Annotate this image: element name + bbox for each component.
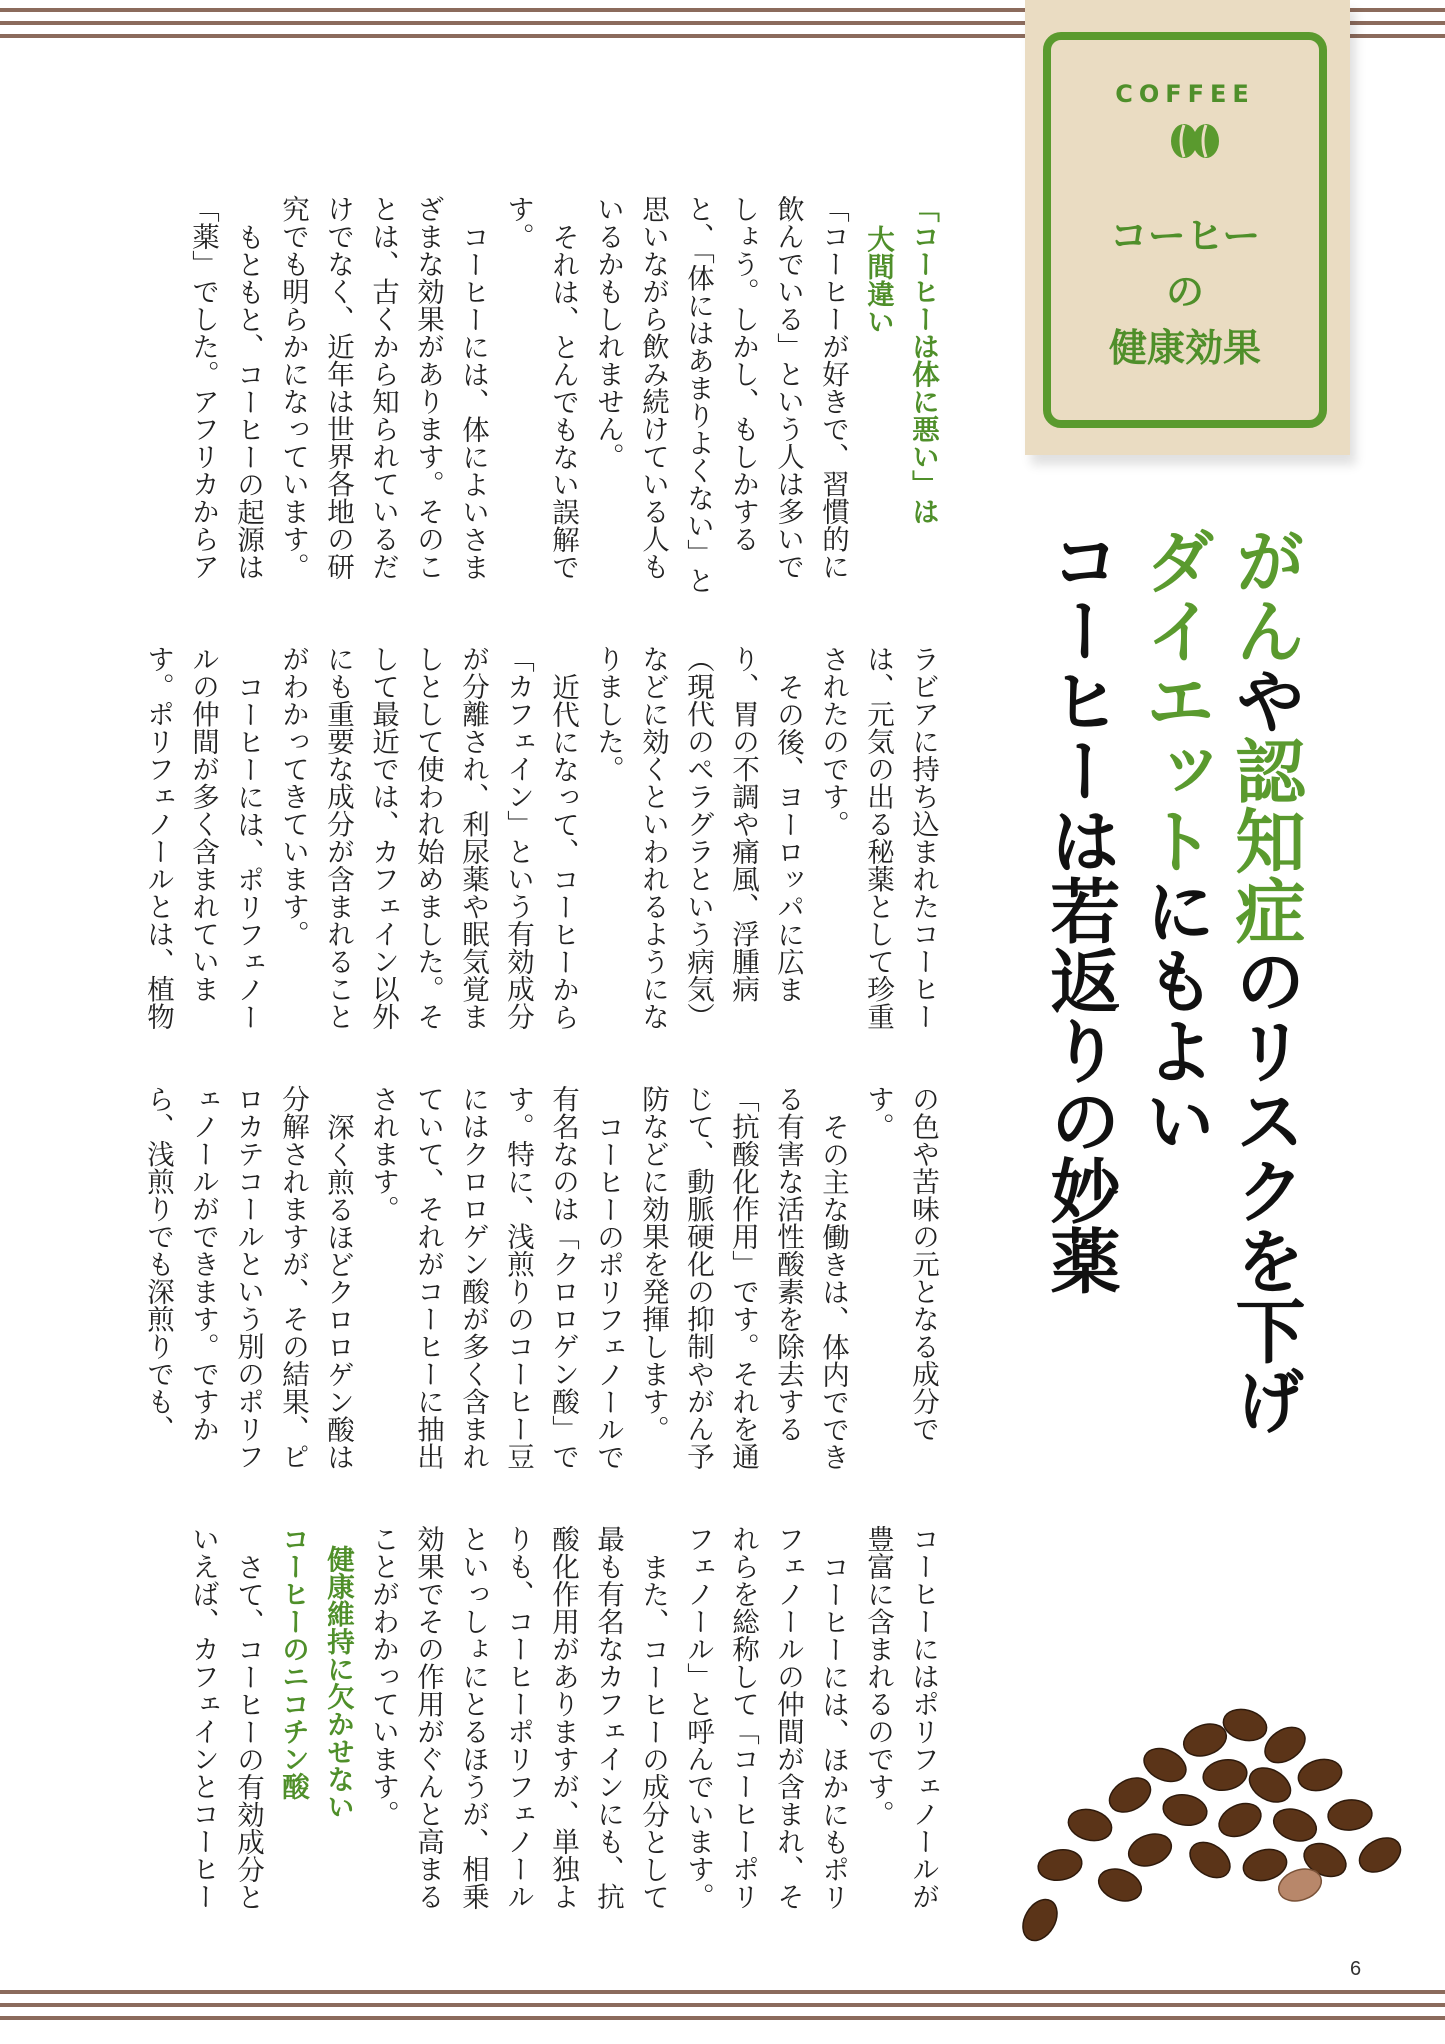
- text-block-top: [125, 195, 945, 595]
- section-heading: 「コーヒーは体に悪い」は: [907, 195, 939, 525]
- badge-title-line2: の: [1165, 270, 1204, 314]
- headline-word-cancer: がん: [1224, 525, 1306, 665]
- headline-line3: コーヒーは若返りの妙薬: [1039, 525, 1121, 1295]
- paragraph: コーヒーにはポリフェノールが豊富に含まれるのです。: [862, 1525, 939, 1910]
- coffee-beans-image: [1000, 1670, 1420, 1970]
- badge-title: [1051, 208, 1319, 376]
- coffee-bean-icon: [1167, 120, 1223, 160]
- paragraph: コーヒーには、体によいさまざまな効果があります。そのことは、古くから知られているだけでなく、近年は世界各地の研究でも明らかになっています。: [277, 195, 489, 580]
- badge-title-line1: コーヒー: [1109, 214, 1261, 258]
- paragraph: また、コーヒーの成分として最も有名なカフェインにも、抗酸化作用がありますが、単独よりも、コーヒーポリフェノールといっしょにとるほうが、相乗効果でその作用がぐんと高まることがわかっています。: [367, 1525, 669, 1910]
- headline-text: のリスクを下げ: [1224, 945, 1306, 1435]
- paragraph: もともと、コーヒーの起源は「薬」でした。アフリカからア: [187, 195, 264, 580]
- paragraph: 「コーヒーが好きで、習慣的に飲んでいる」という人は多いでしょう。しかし、もしかすると、「体にはあまりよくない」と思いながら飲み続けている人もいるかもしれません。: [592, 195, 849, 594]
- headline-text: や: [1224, 665, 1306, 735]
- headline-word-diet: ダイエット: [1134, 525, 1216, 875]
- paragraph: コーヒーには、ほかにもポリフェノールの仲間が含まれ、それらを総称して「コーヒーポリフェノール」と呼んでいます。: [682, 1525, 849, 1910]
- section-heading: 健康維持に欠かせない: [322, 1545, 354, 1820]
- page-number: 6: [1350, 1958, 1362, 1980]
- paragraph: その主な働きは、体内でできる有害な活性酸素を除去する「抗酸化作用」です。それを通じて、動脈硬化の抑制やがん予防などに効果を発揮します。: [637, 1085, 849, 1470]
- paragraph: それは、とんでもない誤解です。: [502, 195, 579, 580]
- paragraph: 深く煎るほどクロロゲン酸は分解されますが、その結果、ピロカテコールという別のポリフェノールができます。ですから、浅煎りでも深煎りでも、: [142, 1085, 354, 1470]
- text-block-middle1: [125, 645, 945, 1045]
- headline-word-dementia: 認知症: [1224, 735, 1306, 945]
- paragraph: 近代になって、コーヒーから「カフェイン」という有効成分が分離され、利尿薬や眠気覚ましとして使われ始めました。そして最近では、カフェイン以外にも重要な成分が含まれることがわかってきています。: [277, 645, 579, 1030]
- headline-text: にもよい: [1134, 875, 1216, 1155]
- paragraph: の色や苦味の元となる成分です。: [862, 1085, 939, 1443]
- section-heading: コーヒーのニコチン酸: [277, 1525, 309, 1800]
- paragraph: コーヒーのポリフェノールで有名なのは「クロロゲン酸」です。特に、浅煎りのコーヒー豆にはクロロゲン酸が多く含まれていて、それがコーヒーに抽出されます。: [367, 1085, 624, 1470]
- text-block-bottom: [125, 1525, 945, 1925]
- text-block-middle2: [125, 1085, 945, 1485]
- headline-line2: [1135, 525, 1215, 1155]
- paragraph: その後、ヨーロッパに広まり、胃の不調や痛風、浮腫病（現代のペラグラという病気）などに効くといわれるようになりました。: [592, 645, 804, 1030]
- paragraph: さて、コーヒーの有効成分といえば、カフェインとコーヒー: [187, 1525, 264, 1910]
- bottom-stripes: [0, 1990, 1445, 2034]
- badge-label: COFFEE: [1115, 80, 1255, 108]
- headline-line1: [1225, 525, 1305, 1435]
- section-heading: 大間違い: [862, 225, 894, 335]
- badge-frame: [1043, 32, 1327, 428]
- coffee-badge: [1025, 0, 1350, 455]
- paragraph: ラビアに持ち込まれたコーヒーは、元気の出る秘薬として珍重されたのです。: [817, 645, 939, 1030]
- badge-title-line3: 健康効果: [1108, 326, 1261, 370]
- paragraph: コーヒーには、ポリフェノールの仲間が多く含まれています。ポリフェノールとは、植物: [142, 645, 264, 1030]
